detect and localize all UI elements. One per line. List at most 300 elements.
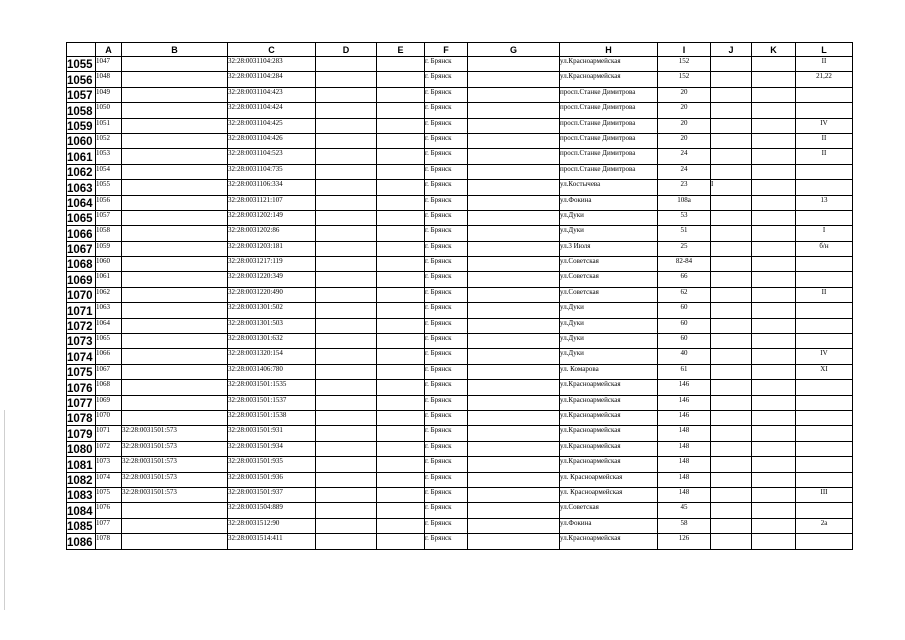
- cell-j[interactable]: [711, 103, 752, 118]
- cell-c[interactable]: 32:28:0031501:1535: [228, 380, 316, 395]
- cell-c[interactable]: 32:28:0031104:424: [228, 103, 316, 118]
- cell-l[interactable]: 13: [796, 195, 853, 210]
- cell-j[interactable]: [711, 133, 752, 148]
- cell-g[interactable]: [468, 472, 560, 487]
- cell-c[interactable]: 32:28:0031202:86: [228, 226, 316, 241]
- cell-k[interactable]: [752, 241, 796, 256]
- cell-a[interactable]: 1047: [96, 57, 122, 72]
- cell-j[interactable]: [711, 272, 752, 287]
- cell-c[interactable]: 32:28:0031301:502: [228, 303, 316, 318]
- cell-b[interactable]: [122, 57, 228, 72]
- cell-a[interactable]: 1053: [96, 149, 122, 164]
- cell-d[interactable]: [316, 441, 377, 456]
- cell-c[interactable]: 32:28:0031104:523: [228, 149, 316, 164]
- cell-b[interactable]: 32:28:0031501:573: [122, 457, 228, 472]
- cell-a[interactable]: 1068: [96, 380, 122, 395]
- cell-l[interactable]: [796, 180, 853, 195]
- cell-i[interactable]: 148: [658, 457, 711, 472]
- column-header-j[interactable]: J: [711, 43, 752, 57]
- row-header[interactable]: 1079: [67, 426, 96, 441]
- cell-h[interactable]: ул.Красноармейская: [560, 72, 658, 87]
- cell-b[interactable]: [122, 118, 228, 133]
- cell-d[interactable]: [316, 287, 377, 302]
- cell-h[interactable]: ул.Красноармейская: [560, 534, 658, 549]
- cell-c[interactable]: 32:28:0031203:181: [228, 241, 316, 256]
- cell-f[interactable]: г. Брянск: [425, 103, 468, 118]
- cell-h[interactable]: ул.Дуки: [560, 226, 658, 241]
- cell-j[interactable]: [711, 241, 752, 256]
- cell-a[interactable]: 1048: [96, 72, 122, 87]
- cell-c[interactable]: 32:28:0031104:735: [228, 164, 316, 179]
- cell-k[interactable]: [752, 195, 796, 210]
- cell-d[interactable]: [316, 410, 377, 425]
- cell-i[interactable]: 126: [658, 534, 711, 549]
- cell-e[interactable]: [377, 87, 425, 102]
- cell-a[interactable]: 1076: [96, 503, 122, 518]
- cell-j[interactable]: [711, 210, 752, 225]
- cell-i[interactable]: 24: [658, 164, 711, 179]
- cell-b[interactable]: [122, 226, 228, 241]
- cell-a[interactable]: 1055: [96, 180, 122, 195]
- cell-e[interactable]: [377, 349, 425, 364]
- cell-c[interactable]: 32:28:0031501:1538: [228, 410, 316, 425]
- cell-f[interactable]: г. Брянск: [425, 441, 468, 456]
- cell-e[interactable]: [377, 487, 425, 502]
- row-header[interactable]: 1075: [67, 364, 96, 379]
- cell-b[interactable]: [122, 72, 228, 87]
- cell-h[interactable]: ул.3 Июля: [560, 241, 658, 256]
- cell-e[interactable]: [377, 334, 425, 349]
- cell-k[interactable]: [752, 103, 796, 118]
- cell-e[interactable]: [377, 395, 425, 410]
- cell-e[interactable]: [377, 133, 425, 148]
- cell-l[interactable]: IV: [796, 349, 853, 364]
- row-header[interactable]: 1067: [67, 241, 96, 256]
- column-header-f[interactable]: F: [425, 43, 468, 57]
- row-header[interactable]: 1061: [67, 149, 96, 164]
- cell-g[interactable]: [468, 149, 560, 164]
- row-header[interactable]: 1084: [67, 503, 96, 518]
- cell-f[interactable]: г. Брянск: [425, 334, 468, 349]
- cell-h[interactable]: ул.Красноармейская: [560, 380, 658, 395]
- cell-k[interactable]: [752, 364, 796, 379]
- cell-a[interactable]: 1056: [96, 195, 122, 210]
- cell-k[interactable]: [752, 349, 796, 364]
- cell-d[interactable]: [316, 210, 377, 225]
- cell-j[interactable]: [711, 72, 752, 87]
- cell-a[interactable]: 1069: [96, 395, 122, 410]
- cell-b[interactable]: [122, 210, 228, 225]
- cell-i[interactable]: 60: [658, 334, 711, 349]
- cell-f[interactable]: г. Брянск: [425, 180, 468, 195]
- cell-l[interactable]: [796, 303, 853, 318]
- cell-a[interactable]: 1063: [96, 303, 122, 318]
- cell-i[interactable]: 152: [658, 72, 711, 87]
- cell-e[interactable]: [377, 457, 425, 472]
- column-header-c[interactable]: C: [228, 43, 316, 57]
- cell-e[interactable]: [377, 195, 425, 210]
- cell-j[interactable]: [711, 426, 752, 441]
- cell-h[interactable]: просп.Станке Димитрова: [560, 103, 658, 118]
- cell-f[interactable]: г. Брянск: [425, 457, 468, 472]
- cell-f[interactable]: г. Брянск: [425, 318, 468, 333]
- cell-l[interactable]: б/н: [796, 241, 853, 256]
- cell-i[interactable]: 148: [658, 472, 711, 487]
- cell-b[interactable]: 32:28:0031501:573: [122, 441, 228, 456]
- column-header-l[interactable]: L: [796, 43, 853, 57]
- cell-h[interactable]: ул.Красноармейская: [560, 426, 658, 441]
- cell-b[interactable]: [122, 503, 228, 518]
- row-header[interactable]: 1060: [67, 133, 96, 148]
- cell-f[interactable]: г. Брянск: [425, 472, 468, 487]
- cell-e[interactable]: [377, 210, 425, 225]
- cell-b[interactable]: [122, 133, 228, 148]
- cell-i[interactable]: 146: [658, 380, 711, 395]
- cell-c[interactable]: 32:28:0031504:889: [228, 503, 316, 518]
- cell-i[interactable]: 45: [658, 503, 711, 518]
- cell-j[interactable]: [711, 410, 752, 425]
- cell-c[interactable]: 32:28:0031501:935: [228, 457, 316, 472]
- cell-l[interactable]: II: [796, 57, 853, 72]
- cell-g[interactable]: [468, 318, 560, 333]
- cell-g[interactable]: [468, 426, 560, 441]
- cell-k[interactable]: [752, 118, 796, 133]
- column-header-b[interactable]: B: [122, 43, 228, 57]
- cell-l[interactable]: [796, 257, 853, 272]
- cell-i[interactable]: 62: [658, 287, 711, 302]
- cell-g[interactable]: [468, 57, 560, 72]
- cell-e[interactable]: [377, 257, 425, 272]
- cell-e[interactable]: [377, 272, 425, 287]
- cell-l[interactable]: [796, 103, 853, 118]
- cell-i[interactable]: 148: [658, 487, 711, 502]
- row-header[interactable]: 1078: [67, 410, 96, 425]
- cell-b[interactable]: [122, 257, 228, 272]
- cell-b[interactable]: [122, 518, 228, 533]
- cell-l[interactable]: [796, 210, 853, 225]
- cell-g[interactable]: [468, 272, 560, 287]
- cell-c[interactable]: 32:28:0031106:334: [228, 180, 316, 195]
- cell-b[interactable]: 32:28:0031501:573: [122, 472, 228, 487]
- cell-a[interactable]: 1060: [96, 257, 122, 272]
- cell-h[interactable]: ул.Красноармейская: [560, 457, 658, 472]
- cell-l[interactable]: III: [796, 487, 853, 502]
- cell-e[interactable]: [377, 303, 425, 318]
- cell-b[interactable]: [122, 334, 228, 349]
- row-header[interactable]: 1071: [67, 303, 96, 318]
- cell-c[interactable]: 32:28:0031202:149: [228, 210, 316, 225]
- cell-i[interactable]: 148: [658, 441, 711, 456]
- cell-h[interactable]: ул.Красноармейская: [560, 410, 658, 425]
- cell-i[interactable]: 53: [658, 210, 711, 225]
- cell-c[interactable]: 32:28:0031320:154: [228, 349, 316, 364]
- cell-i[interactable]: 20: [658, 133, 711, 148]
- cell-i[interactable]: 146: [658, 410, 711, 425]
- cell-j[interactable]: [711, 380, 752, 395]
- cell-g[interactable]: [468, 180, 560, 195]
- cell-b[interactable]: 32:28:0031501:573: [122, 426, 228, 441]
- cell-d[interactable]: [316, 72, 377, 87]
- cell-e[interactable]: [377, 410, 425, 425]
- cell-h[interactable]: ул.Советская: [560, 503, 658, 518]
- cell-h[interactable]: просп.Станке Димитрова: [560, 149, 658, 164]
- row-header[interactable]: 1058: [67, 103, 96, 118]
- cell-e[interactable]: [377, 380, 425, 395]
- cell-k[interactable]: [752, 457, 796, 472]
- cell-d[interactable]: [316, 472, 377, 487]
- cell-k[interactable]: [752, 534, 796, 549]
- cell-e[interactable]: [377, 287, 425, 302]
- cell-e[interactable]: [377, 503, 425, 518]
- row-header[interactable]: 1056: [67, 72, 96, 87]
- cell-b[interactable]: [122, 195, 228, 210]
- cell-a[interactable]: 1059: [96, 241, 122, 256]
- cell-g[interactable]: [468, 72, 560, 87]
- cell-a[interactable]: 1062: [96, 287, 122, 302]
- cell-l[interactable]: I: [796, 226, 853, 241]
- cell-i[interactable]: 148: [658, 426, 711, 441]
- cell-d[interactable]: [316, 149, 377, 164]
- cell-f[interactable]: г. Брянск: [425, 226, 468, 241]
- cell-d[interactable]: [316, 272, 377, 287]
- cell-j[interactable]: [711, 334, 752, 349]
- column-header-g[interactable]: G: [468, 43, 560, 57]
- cell-d[interactable]: [316, 164, 377, 179]
- cell-d[interactable]: [316, 518, 377, 533]
- cell-l[interactable]: [796, 334, 853, 349]
- cell-d[interactable]: [316, 103, 377, 118]
- cell-d[interactable]: [316, 241, 377, 256]
- cell-j[interactable]: [711, 441, 752, 456]
- cell-j[interactable]: [711, 534, 752, 549]
- cell-k[interactable]: [752, 472, 796, 487]
- cell-b[interactable]: [122, 318, 228, 333]
- cell-c[interactable]: 32:28:0031514:411: [228, 534, 316, 549]
- cell-k[interactable]: [752, 180, 796, 195]
- row-header[interactable]: 1063: [67, 180, 96, 195]
- cell-c[interactable]: 32:28:0031220:490: [228, 287, 316, 302]
- cell-e[interactable]: [377, 318, 425, 333]
- cell-j[interactable]: [711, 87, 752, 102]
- row-header[interactable]: 1082: [67, 472, 96, 487]
- cell-e[interactable]: [377, 118, 425, 133]
- cell-j[interactable]: [711, 364, 752, 379]
- cell-e[interactable]: [377, 426, 425, 441]
- cell-b[interactable]: [122, 272, 228, 287]
- cell-i[interactable]: 23: [658, 180, 711, 195]
- cell-a[interactable]: 1072: [96, 441, 122, 456]
- row-header[interactable]: 1086: [67, 534, 96, 549]
- cell-d[interactable]: [316, 87, 377, 102]
- cell-c[interactable]: 32:28:0031301:632: [228, 334, 316, 349]
- cell-g[interactable]: [468, 87, 560, 102]
- row-header[interactable]: 1081: [67, 457, 96, 472]
- cell-h[interactable]: ул.Советская: [560, 287, 658, 302]
- cell-b[interactable]: [122, 287, 228, 302]
- cell-b[interactable]: [122, 87, 228, 102]
- row-header[interactable]: 1072: [67, 318, 96, 333]
- cell-h[interactable]: ул.Фокина: [560, 195, 658, 210]
- cell-i[interactable]: 152: [658, 57, 711, 72]
- cell-b[interactable]: [122, 241, 228, 256]
- cell-e[interactable]: [377, 364, 425, 379]
- cell-b[interactable]: [122, 149, 228, 164]
- cell-f[interactable]: г. Брянск: [425, 272, 468, 287]
- cell-j[interactable]: [711, 487, 752, 502]
- row-header[interactable]: 1080: [67, 441, 96, 456]
- cell-d[interactable]: [316, 318, 377, 333]
- cell-j[interactable]: [711, 195, 752, 210]
- cell-d[interactable]: [316, 457, 377, 472]
- cell-e[interactable]: [377, 472, 425, 487]
- cell-i[interactable]: 40: [658, 349, 711, 364]
- cell-j[interactable]: [711, 472, 752, 487]
- cell-k[interactable]: [752, 287, 796, 302]
- cell-k[interactable]: [752, 318, 796, 333]
- cell-b[interactable]: [122, 380, 228, 395]
- cell-f[interactable]: г. Брянск: [425, 87, 468, 102]
- cell-a[interactable]: 1075: [96, 487, 122, 502]
- cell-l[interactable]: II: [796, 287, 853, 302]
- cell-d[interactable]: [316, 180, 377, 195]
- cell-h[interactable]: ул.Дуки: [560, 210, 658, 225]
- cell-l[interactable]: [796, 441, 853, 456]
- cell-j[interactable]: [711, 503, 752, 518]
- cell-a[interactable]: 1074: [96, 472, 122, 487]
- cell-i[interactable]: 51: [658, 226, 711, 241]
- cell-a[interactable]: 1065: [96, 334, 122, 349]
- cell-a[interactable]: 1073: [96, 457, 122, 472]
- cell-k[interactable]: [752, 303, 796, 318]
- cell-g[interactable]: [468, 457, 560, 472]
- cell-b[interactable]: [122, 364, 228, 379]
- cell-b[interactable]: [122, 164, 228, 179]
- cell-f[interactable]: г. Брянск: [425, 210, 468, 225]
- cell-c[interactable]: 32:28:0031501:937: [228, 487, 316, 502]
- cell-g[interactable]: [468, 534, 560, 549]
- cell-i[interactable]: 146: [658, 395, 711, 410]
- cell-a[interactable]: 1050: [96, 103, 122, 118]
- cell-f[interactable]: г. Брянск: [425, 241, 468, 256]
- cell-g[interactable]: [468, 349, 560, 364]
- cell-i[interactable]: 61: [658, 364, 711, 379]
- cell-k[interactable]: [752, 441, 796, 456]
- cell-a[interactable]: 1054: [96, 164, 122, 179]
- cell-g[interactable]: [468, 334, 560, 349]
- cell-c[interactable]: 32:28:0031301:503: [228, 318, 316, 333]
- cell-d[interactable]: [316, 133, 377, 148]
- cell-f[interactable]: г. Брянск: [425, 118, 468, 133]
- cell-f[interactable]: г. Брянск: [425, 303, 468, 318]
- cell-k[interactable]: [752, 503, 796, 518]
- cell-c[interactable]: 32:28:0031501:934: [228, 441, 316, 456]
- cell-c[interactable]: 32:28:0031217:119: [228, 257, 316, 272]
- cell-h[interactable]: ул.Красноармейская: [560, 395, 658, 410]
- cell-c[interactable]: 32:28:0031104:425: [228, 118, 316, 133]
- cell-j[interactable]: [711, 457, 752, 472]
- cell-l[interactable]: [796, 164, 853, 179]
- cell-f[interactable]: г. Брянск: [425, 380, 468, 395]
- cell-k[interactable]: [752, 272, 796, 287]
- cell-h[interactable]: ул.Красноармейская: [560, 57, 658, 72]
- cell-k[interactable]: [752, 487, 796, 502]
- cell-e[interactable]: [377, 180, 425, 195]
- cell-k[interactable]: [752, 426, 796, 441]
- cell-a[interactable]: 1067: [96, 364, 122, 379]
- cell-a[interactable]: 1064: [96, 318, 122, 333]
- cell-k[interactable]: [752, 133, 796, 148]
- cell-d[interactable]: [316, 426, 377, 441]
- cell-h[interactable]: ул. Красноармейская: [560, 487, 658, 502]
- cell-e[interactable]: [377, 103, 425, 118]
- cell-g[interactable]: [468, 195, 560, 210]
- cell-c[interactable]: 32:28:0031501:931: [228, 426, 316, 441]
- cell-d[interactable]: [316, 334, 377, 349]
- cell-e[interactable]: [377, 441, 425, 456]
- cell-c[interactable]: 32:28:0031501:1537: [228, 395, 316, 410]
- row-header[interactable]: 1068: [67, 257, 96, 272]
- cell-g[interactable]: [468, 103, 560, 118]
- cell-f[interactable]: г. Брянск: [425, 72, 468, 87]
- cell-g[interactable]: [468, 164, 560, 179]
- cell-k[interactable]: [752, 57, 796, 72]
- cell-l[interactable]: [796, 426, 853, 441]
- cell-i[interactable]: 25: [658, 241, 711, 256]
- column-header-k[interactable]: K: [752, 43, 796, 57]
- cell-h[interactable]: ул.Советская: [560, 272, 658, 287]
- row-header[interactable]: 1069: [67, 272, 96, 287]
- cell-j[interactable]: [711, 226, 752, 241]
- column-header-d[interactable]: D: [316, 43, 377, 57]
- cell-b[interactable]: 32:28:0031501:573: [122, 487, 228, 502]
- cell-g[interactable]: [468, 364, 560, 379]
- cell-f[interactable]: г. Брянск: [425, 195, 468, 210]
- cell-g[interactable]: [468, 487, 560, 502]
- cell-k[interactable]: [752, 72, 796, 87]
- cell-h[interactable]: ул.Фокина: [560, 518, 658, 533]
- cell-b[interactable]: [122, 180, 228, 195]
- cell-j[interactable]: [711, 118, 752, 133]
- cell-l[interactable]: [796, 272, 853, 287]
- cell-d[interactable]: [316, 195, 377, 210]
- cell-h[interactable]: просп.Станке Димитрова: [560, 164, 658, 179]
- cell-g[interactable]: [468, 441, 560, 456]
- column-header-h[interactable]: H: [560, 43, 658, 57]
- cell-g[interactable]: [468, 503, 560, 518]
- cell-j[interactable]: [711, 303, 752, 318]
- cell-d[interactable]: [316, 118, 377, 133]
- cell-k[interactable]: [752, 410, 796, 425]
- row-header[interactable]: 1059: [67, 118, 96, 133]
- cell-l[interactable]: II: [796, 133, 853, 148]
- cell-k[interactable]: [752, 257, 796, 272]
- cell-h[interactable]: ул. Комарова: [560, 364, 658, 379]
- cell-a[interactable]: 1077: [96, 518, 122, 533]
- cell-h[interactable]: ул.Дуки: [560, 303, 658, 318]
- cell-g[interactable]: [468, 395, 560, 410]
- cell-d[interactable]: [316, 349, 377, 364]
- row-header[interactable]: 1062: [67, 164, 96, 179]
- cell-l[interactable]: [796, 534, 853, 549]
- cell-e[interactable]: [377, 57, 425, 72]
- cell-d[interactable]: [316, 303, 377, 318]
- cell-l[interactable]: [796, 503, 853, 518]
- cell-i[interactable]: 58: [658, 518, 711, 533]
- cell-g[interactable]: [468, 257, 560, 272]
- row-header[interactable]: 1076: [67, 380, 96, 395]
- cell-k[interactable]: [752, 518, 796, 533]
- row-header[interactable]: 1066: [67, 226, 96, 241]
